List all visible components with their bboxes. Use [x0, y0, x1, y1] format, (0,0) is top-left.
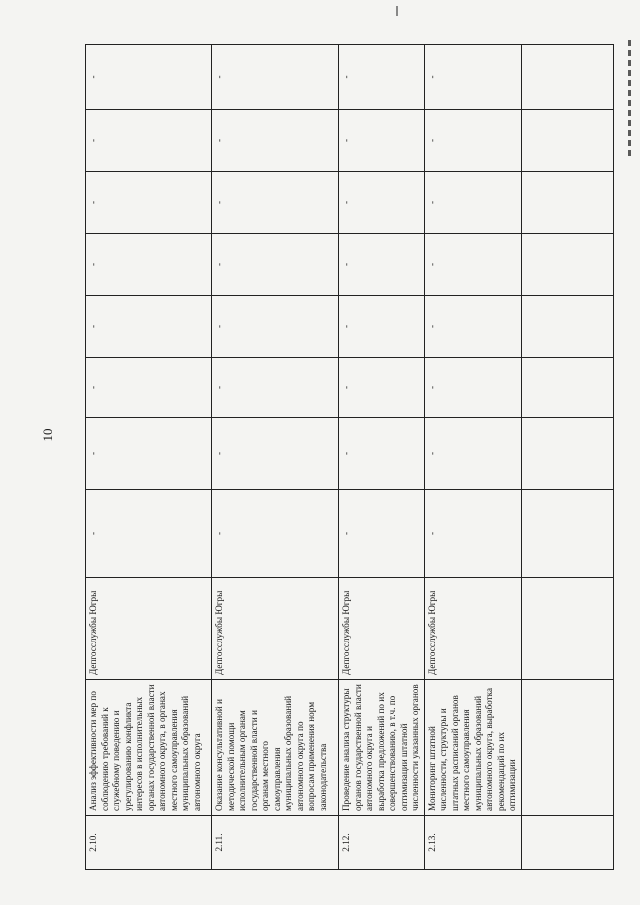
row-value-cell: - [339, 234, 425, 296]
row-value-cell-empty [521, 490, 613, 578]
row-number: 2.12. [339, 816, 425, 870]
row-number: 2.13. [424, 816, 521, 870]
row-value-cell-empty [521, 234, 613, 296]
row-number: 2.11. [212, 816, 339, 870]
table-row [86, 45, 212, 870]
row-value-cell-empty [521, 110, 613, 172]
row-description: Проведение анализа структуры органов государственной власти автономного округа и выработка предложений по их совершенствованию, в т.ч. по оптимизации штатной численности указанных органов [339, 680, 425, 816]
row-executor: Депгосслужбы Югры [424, 578, 521, 680]
row-value-cell: - [86, 234, 212, 296]
row-value-cell: - [86, 418, 212, 490]
plan-table [85, 44, 614, 870]
table-row-partial [521, 45, 613, 870]
row-value-cell: - [424, 490, 521, 578]
row-value-cell: - [212, 296, 339, 358]
row-executor-empty [521, 578, 613, 680]
row-value-cell: - [86, 110, 212, 172]
row-value-cell: - [424, 234, 521, 296]
table-row [339, 45, 425, 870]
scan-edge-mark [628, 40, 631, 160]
row-value-cell: - [339, 358, 425, 418]
row-description: Анализ эффективности мер по соблюдению требований к служебному поведению и урегулированию конфликта интересов в исполнительных органах государственной власти автономного округа, в органах местного самоуправления муниципальных образований автономного округа [86, 680, 212, 816]
row-value-cell: - [212, 490, 339, 578]
row-value-cell-empty [521, 172, 613, 234]
row-executor: Депгосслужбы Югры [339, 578, 425, 680]
row-value-cell: - [424, 358, 521, 418]
row-value-cell: - [339, 490, 425, 578]
row-value-cell: - [86, 172, 212, 234]
row-value-cell: - [339, 45, 425, 110]
row-value-cell-empty [521, 418, 613, 490]
row-value-cell: - [424, 110, 521, 172]
row-number: 2.10. [86, 816, 212, 870]
row-description: Оказание консультативной и методической помощи исполнительным органам государственной власти и органам местного самоуправления муниципальных образований автономного округа по вопросам применения норм законодательства [212, 680, 339, 816]
plan-table-container [85, 45, 610, 870]
row-value-cell-empty [521, 358, 613, 418]
table-row [424, 45, 521, 870]
row-value-cell: - [212, 110, 339, 172]
row-value-cell: - [424, 172, 521, 234]
row-value-cell-empty [521, 45, 613, 110]
row-value-cell: - [212, 358, 339, 418]
scan-dot [396, 6, 398, 16]
page-number: 10 [40, 428, 55, 442]
row-description-empty [521, 680, 613, 816]
row-value-cell: - [424, 45, 521, 110]
row-value-cell: - [212, 418, 339, 490]
row-value-cell: - [424, 418, 521, 490]
row-value-cell: - [339, 296, 425, 358]
row-value-cell: - [339, 110, 425, 172]
row-value-cell: - [339, 418, 425, 490]
rotated-table-frame [85, 45, 610, 870]
row-value-cell: - [86, 296, 212, 358]
row-executor: Депгосслужбы Югры [212, 578, 339, 680]
row-description: Мониторинг штатной численности, структуры и штатных расписаний органов местного самоуправления муниципальных образований автономного округа, выработка рекомендаций по их оптимизации [424, 680, 521, 816]
row-value-cell: - [424, 296, 521, 358]
table-row [212, 45, 339, 870]
row-value-cell: - [212, 172, 339, 234]
row-value-cell: - [212, 234, 339, 296]
row-value-cell: - [212, 45, 339, 110]
row-number-empty [521, 816, 613, 870]
row-value-cell: - [86, 490, 212, 578]
row-value-cell: - [339, 172, 425, 234]
row-value-cell-empty [521, 296, 613, 358]
row-executor: Депгосслужбы Югры [86, 578, 212, 680]
row-value-cell: - [86, 358, 212, 418]
row-value-cell: - [86, 45, 212, 110]
